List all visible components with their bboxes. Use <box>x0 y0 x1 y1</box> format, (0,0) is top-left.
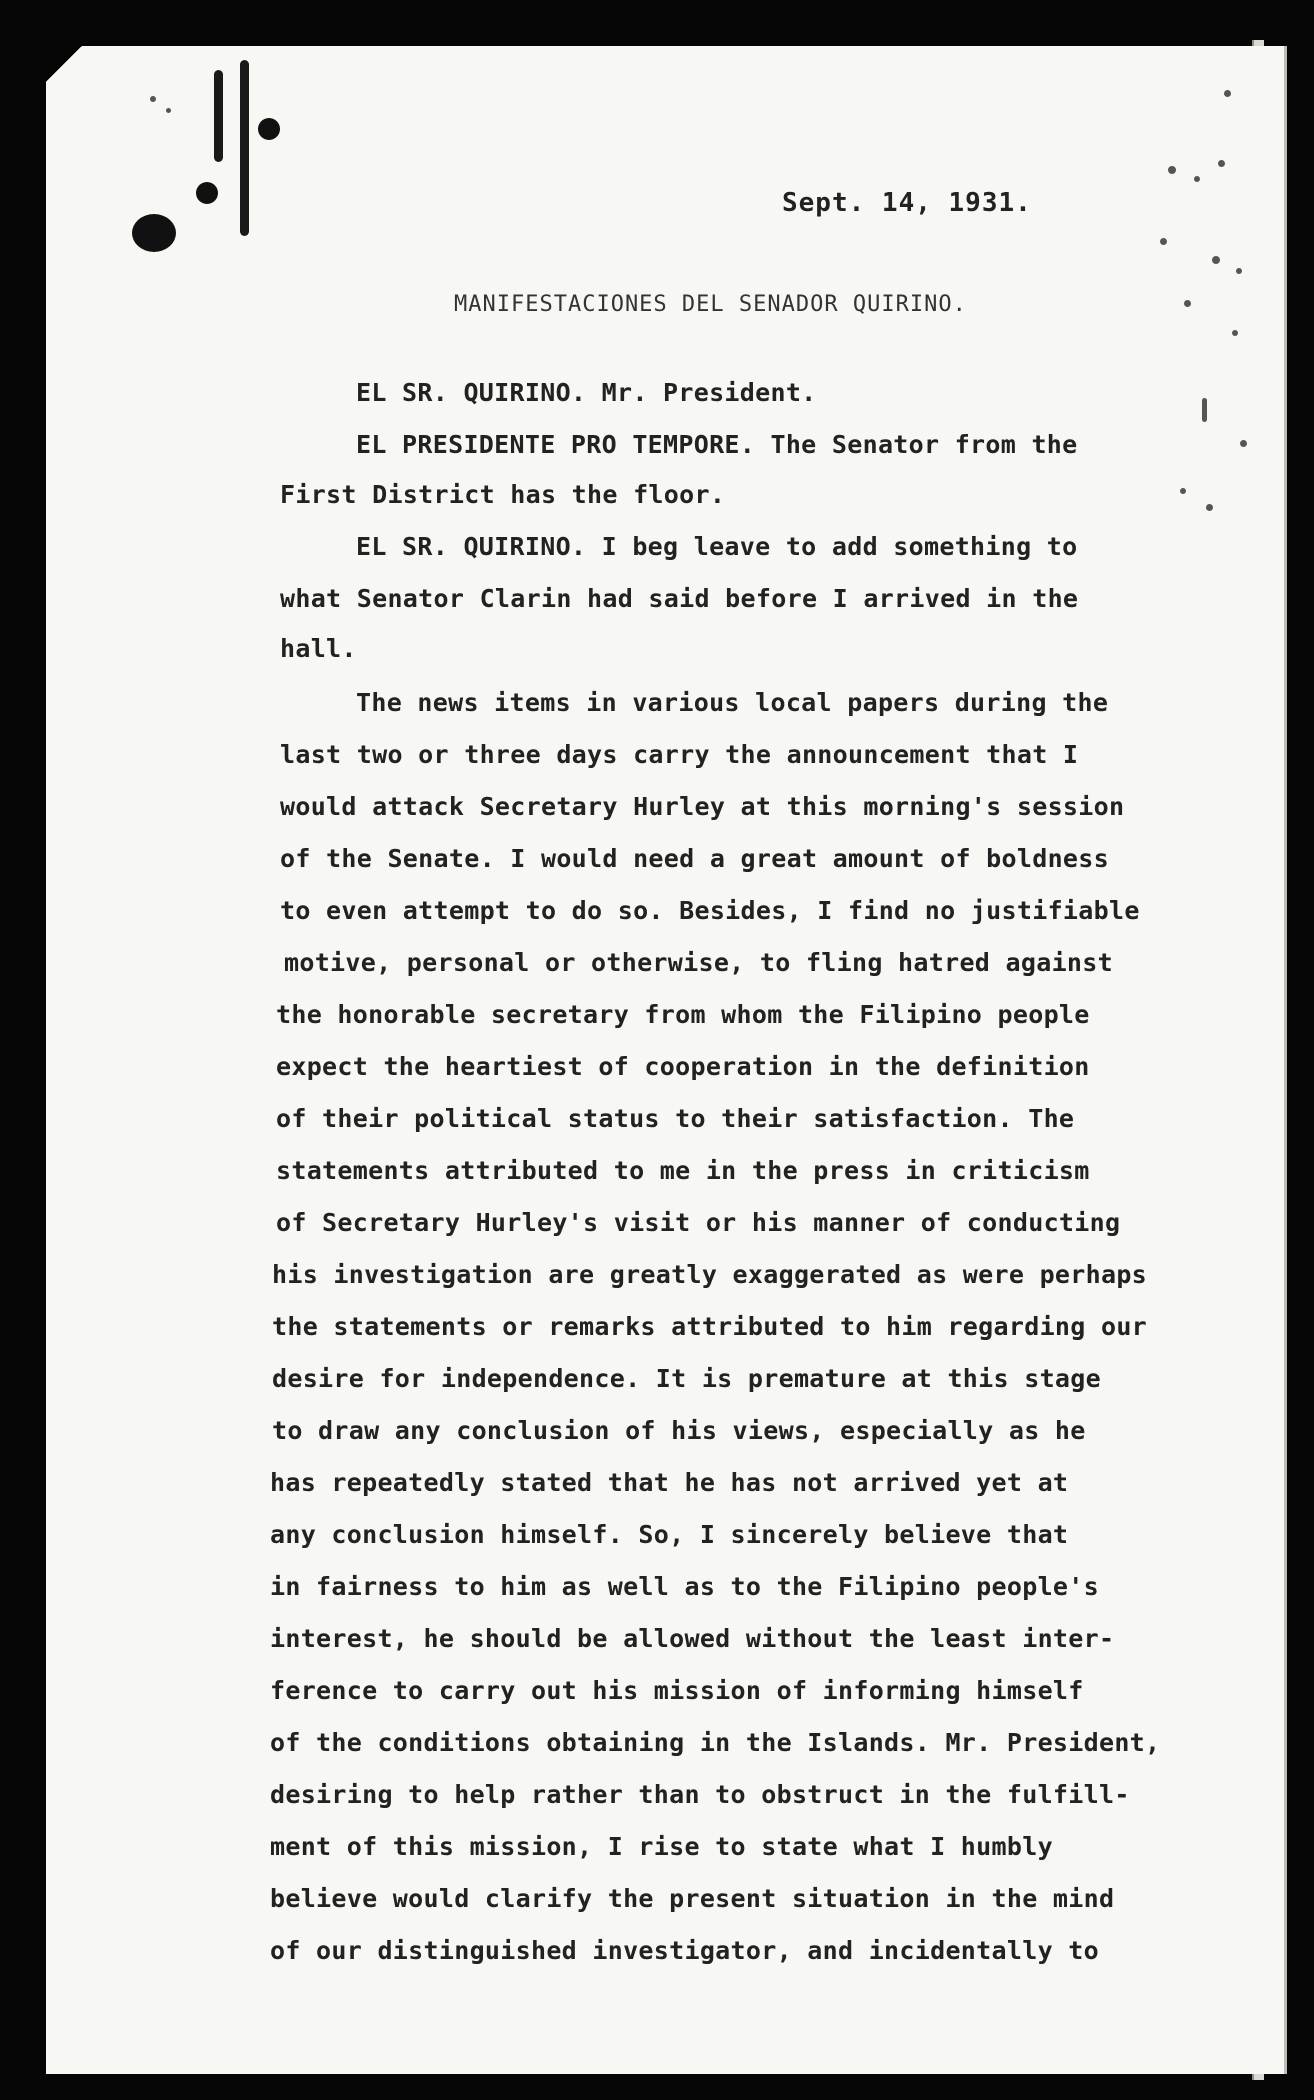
speck <box>1202 398 1207 422</box>
speck <box>1212 256 1220 264</box>
speck <box>1180 488 1186 494</box>
text-line: in fairness to him as well as to the Filipino people's <box>270 1572 1099 1601</box>
text-line: has repeatedly stated that he has not arrived yet at <box>270 1468 1069 1497</box>
text-line: desire for independence. It is premature at this stage <box>272 1364 1101 1393</box>
speck <box>1236 268 1242 274</box>
text-line: The news items in various local papers during the <box>356 688 1109 717</box>
text-line: expect the heartiest of cooperation in the definition <box>276 1052 1090 1081</box>
text-line: ference to carry out his mission of informing himself <box>270 1676 1084 1705</box>
text-line: EL PRESIDENTE PRO TEMPORE. The Senator from the <box>356 430 1078 459</box>
speck <box>150 96 156 102</box>
speck <box>1168 166 1176 174</box>
text-line: his investigation are greatly exaggerated as were perhaps <box>272 1260 1148 1289</box>
speck <box>1224 90 1231 97</box>
text-line: of Secretary Hurley's visit or his manner of conducting <box>276 1208 1121 1237</box>
text-line: desiring to help rather than to obstruct in the fulfill- <box>270 1780 1130 1809</box>
text-line: EL SR. QUIRINO. Mr. President. <box>356 378 817 407</box>
text-line: any conclusion himself. So, I sincerely believe that <box>270 1520 1069 1549</box>
ink-stroke <box>240 60 249 236</box>
text-line: First District has the floor. <box>280 480 726 509</box>
text-line: would attack Secretary Hurley at this morning's session <box>280 792 1125 821</box>
speck <box>1206 504 1213 511</box>
ink-blot <box>196 182 218 204</box>
speck <box>1184 300 1191 307</box>
text-line: of our distinguished investigator, and incidentally to <box>270 1936 1099 1965</box>
text-line: the statements or remarks attributed to him regarding our <box>272 1312 1148 1341</box>
speck <box>166 108 171 113</box>
text-line: to even attempt to do so. Besides, I find no justifiable <box>280 896 1140 925</box>
ink-blot <box>132 214 176 252</box>
text-line: motive, personal or otherwise, to fling hatred against <box>284 948 1113 977</box>
speck <box>1232 330 1238 336</box>
document-heading: MANIFESTACIONES DEL SENADOR QUIRINO. <box>454 292 967 317</box>
text-line: hall. <box>280 634 357 663</box>
text-line: last two or three days carry the announcement that I <box>280 740 1079 769</box>
ink-blot <box>258 118 280 140</box>
text-line: of the conditions obtaining in the Islands. Mr. President, <box>270 1728 1161 1757</box>
speck <box>1218 160 1225 167</box>
text-line: what Senator Clarin had said before I arrived in the <box>280 584 1079 613</box>
corner-fold <box>44 44 84 84</box>
text-line: ment of this mission, I rise to state what I humbly <box>270 1832 1053 1861</box>
document-date: Sept. 14, 1931. <box>782 188 1032 218</box>
text-line: of the Senate. I would need a great amount of boldness <box>280 844 1109 873</box>
speck <box>1194 176 1200 182</box>
text-line: interest, he should be allowed without the least inter- <box>270 1624 1115 1653</box>
text-line: believe would clarify the present situation in the mind <box>270 1884 1115 1913</box>
ink-stroke <box>214 70 223 162</box>
text-line: to draw any conclusion of his views, especially as he <box>272 1416 1086 1445</box>
text-line: statements attributed to me in the press in criticism <box>276 1156 1090 1185</box>
text-line: EL SR. QUIRINO. I beg leave to add something to <box>356 532 1078 561</box>
speck <box>1240 440 1247 447</box>
speck <box>1160 238 1167 245</box>
text-line: of their political status to their satisfaction. The <box>276 1104 1075 1133</box>
text-line: the honorable secretary from whom the Filipino people <box>276 1000 1090 1029</box>
